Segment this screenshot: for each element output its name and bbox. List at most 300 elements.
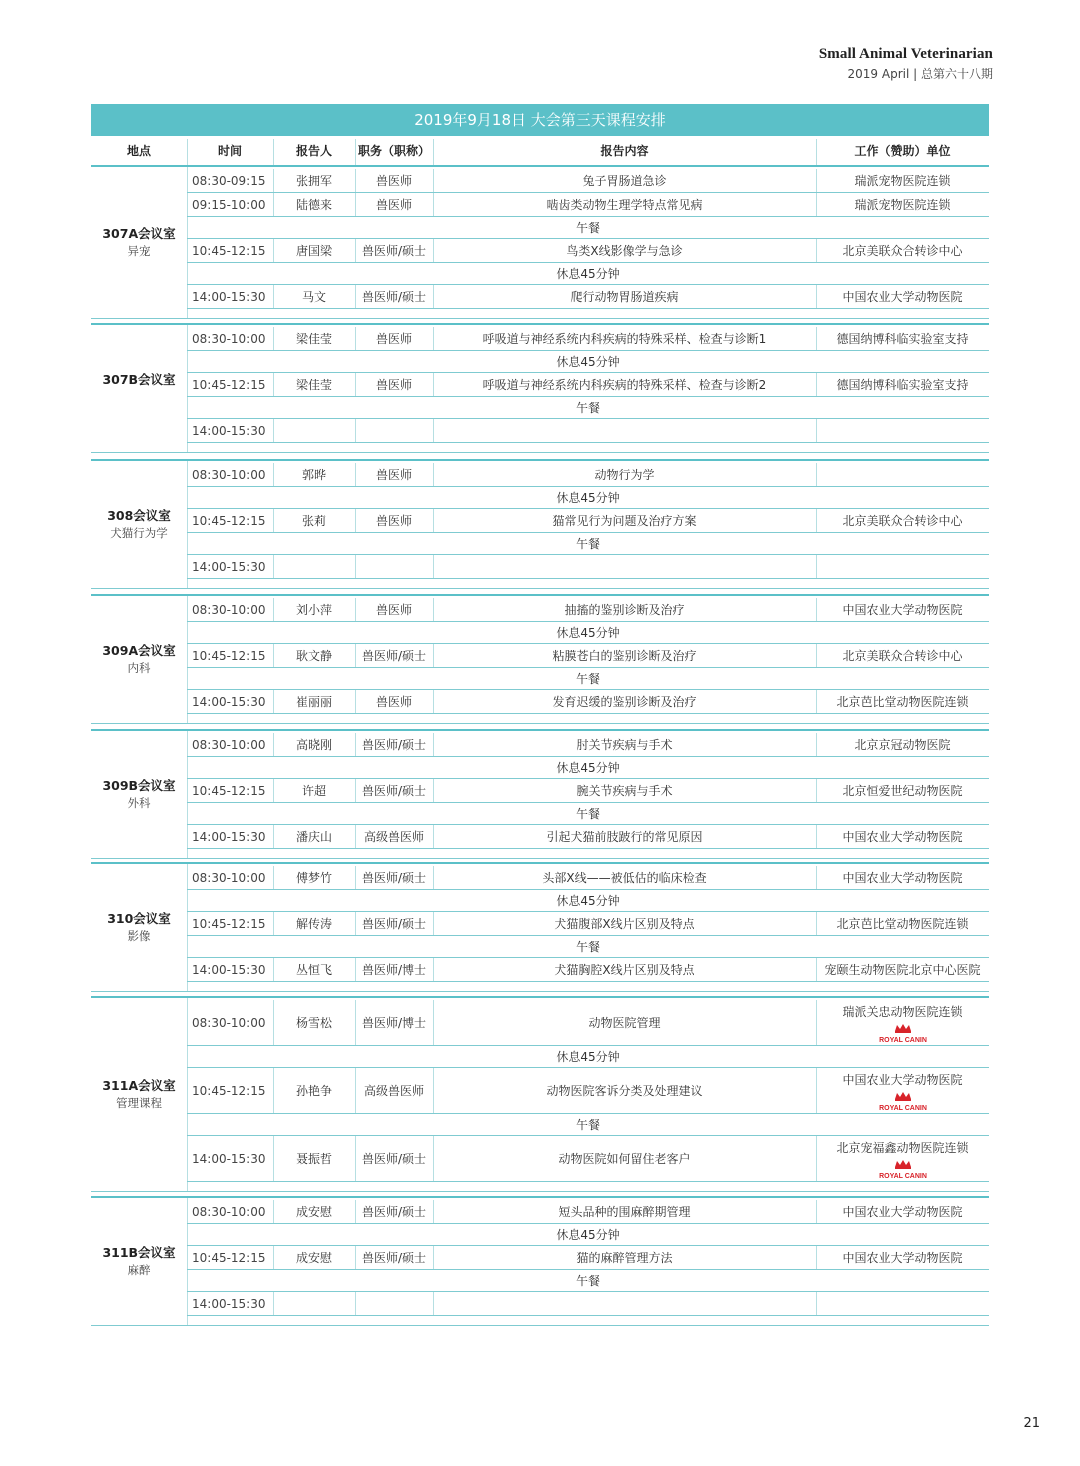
room-block-divider bbox=[91, 862, 989, 864]
cell-divider bbox=[433, 690, 434, 714]
organization-cell: 北京京冠动物医院 bbox=[854, 738, 951, 752]
cell-divider bbox=[816, 690, 817, 714]
room-name: 309A会议室 bbox=[102, 643, 176, 658]
room-block bbox=[91, 996, 989, 1192]
cell-divider bbox=[273, 463, 274, 487]
organization-cell: 北京美联众合转诊中心 bbox=[842, 514, 963, 528]
organization-cell: 北京美联众合转诊中心 bbox=[842, 649, 963, 663]
break-row bbox=[187, 1270, 989, 1292]
room-name: 307A会议室 bbox=[102, 226, 176, 241]
room-block-divider bbox=[91, 323, 989, 325]
position-cell: 兽医师/硕士 bbox=[361, 290, 427, 304]
topic-cell bbox=[433, 419, 816, 443]
time-cell: 08:30-10:00 bbox=[192, 468, 266, 482]
speaker-cell bbox=[273, 1292, 355, 1316]
room-block-divider bbox=[91, 996, 989, 998]
cell-divider bbox=[816, 419, 817, 443]
cell-divider bbox=[355, 1136, 356, 1182]
cell-divider bbox=[355, 169, 356, 193]
cell-divider bbox=[816, 866, 817, 890]
column-header-location: 地点 bbox=[126, 144, 151, 158]
room-subject: 管理课程 bbox=[116, 1096, 162, 1110]
break-row bbox=[187, 487, 989, 509]
session-row bbox=[187, 598, 989, 622]
session-row bbox=[187, 509, 989, 533]
position-cell: 兽医师 bbox=[375, 174, 412, 188]
time-cell: 14:00-15:30 bbox=[192, 424, 266, 438]
position-cell: 兽医师 bbox=[375, 198, 412, 212]
cell-divider bbox=[273, 1200, 274, 1224]
topic-cell: 兔子胃肠道急诊 bbox=[582, 174, 667, 188]
column-header-row bbox=[91, 137, 989, 165]
cell-divider bbox=[433, 327, 434, 351]
time-cell: 08:30-09:15 bbox=[192, 174, 266, 188]
time-cell: 10:45-12:15 bbox=[192, 917, 266, 931]
position-cell bbox=[355, 1292, 433, 1316]
topic-cell: 短头品种的围麻醉期管理 bbox=[558, 1205, 691, 1219]
cell-divider bbox=[355, 644, 356, 668]
cell-divider bbox=[355, 825, 356, 849]
time-cell: 10:45-12:15 bbox=[192, 1084, 266, 1098]
speaker-cell: 马文 bbox=[301, 290, 326, 304]
room-block bbox=[91, 862, 989, 992]
session-row bbox=[187, 1200, 989, 1224]
column-header-position: 职务（职称） bbox=[357, 144, 430, 158]
cell-divider bbox=[273, 1246, 274, 1270]
time-cell: 08:30-10:00 bbox=[192, 1205, 266, 1219]
cell-divider bbox=[355, 866, 356, 890]
cell-divider bbox=[433, 912, 434, 936]
time-cell: 10:45-12:15 bbox=[192, 514, 266, 528]
session-row bbox=[187, 733, 989, 757]
position-cell: 兽医师/硕士 bbox=[361, 244, 427, 258]
time-cell: 10:45-12:15 bbox=[192, 649, 266, 663]
speaker-cell: 耿文静 bbox=[295, 649, 332, 663]
column-divider bbox=[187, 139, 188, 165]
cell-divider bbox=[355, 1292, 356, 1316]
speaker-cell: 解传涛 bbox=[295, 917, 332, 931]
room-block bbox=[91, 594, 989, 724]
session-row bbox=[187, 193, 989, 217]
topic-cell: 粘膜苍白的鉴别诊断及治疗 bbox=[552, 649, 697, 663]
organization-cell: 德国纳博科临实验室支持 bbox=[836, 332, 969, 346]
break-label: 午餐 bbox=[575, 1118, 600, 1132]
break-row bbox=[187, 263, 989, 285]
room-block-divider bbox=[91, 459, 989, 461]
row-divider bbox=[187, 442, 989, 443]
break-row bbox=[187, 397, 989, 419]
break-label: 午餐 bbox=[575, 401, 600, 415]
session-row bbox=[187, 690, 989, 714]
svg-text:ROYAL CANIN: ROYAL CANIN bbox=[878, 1105, 927, 1112]
room-subject: 影像 bbox=[127, 929, 151, 943]
position-cell: 兽医师 bbox=[375, 603, 412, 617]
speaker-cell: 张拥军 bbox=[295, 174, 332, 188]
cell-divider bbox=[355, 193, 356, 217]
cell-divider bbox=[273, 598, 274, 622]
organization-cell bbox=[816, 419, 989, 443]
cell-divider bbox=[433, 825, 434, 849]
cell-divider bbox=[355, 555, 356, 579]
topic-cell: 发育迟缓的鉴别诊断及治疗 bbox=[552, 695, 697, 709]
room-block-divider bbox=[91, 1196, 989, 1198]
row-divider bbox=[187, 848, 989, 849]
cell-divider bbox=[816, 1068, 817, 1114]
time-cell: 14:00-15:30 bbox=[192, 830, 266, 844]
break-label: 午餐 bbox=[575, 940, 600, 954]
session-row bbox=[187, 285, 989, 309]
cell-divider bbox=[355, 912, 356, 936]
topic-cell: 动物行为学 bbox=[594, 468, 655, 482]
room-name: 311B会议室 bbox=[102, 1245, 176, 1260]
organization-cell bbox=[816, 463, 989, 487]
cell-divider bbox=[355, 1246, 356, 1270]
cell-divider bbox=[433, 169, 434, 193]
time-cell: 14:00-15:30 bbox=[192, 290, 266, 304]
room-block-bottom bbox=[91, 1191, 989, 1192]
position-cell: 兽医师/硕士 bbox=[361, 871, 427, 885]
cell-divider bbox=[355, 1068, 356, 1114]
session-row bbox=[187, 419, 989, 443]
session-row bbox=[187, 825, 989, 849]
room-label bbox=[91, 224, 187, 259]
speaker-cell: 丛恒飞 bbox=[295, 963, 332, 977]
royal-canin-logo bbox=[871, 1022, 935, 1044]
break-row bbox=[187, 217, 989, 239]
cell-divider bbox=[273, 912, 274, 936]
room-subject: 外科 bbox=[127, 796, 151, 810]
speaker-cell: 唐国梁 bbox=[295, 244, 332, 258]
cell-divider bbox=[273, 193, 274, 217]
cell-divider bbox=[433, 193, 434, 217]
room-block bbox=[91, 323, 989, 453]
speaker-cell: 杨雪松 bbox=[295, 1016, 332, 1030]
cell-divider bbox=[816, 1292, 817, 1316]
position-cell: 兽医师/硕士 bbox=[361, 1152, 427, 1166]
break-row bbox=[187, 351, 989, 373]
time-cell: 14:00-15:30 bbox=[192, 560, 266, 574]
cell-divider bbox=[433, 1200, 434, 1224]
row-divider bbox=[187, 1181, 989, 1182]
cell-divider bbox=[433, 1136, 434, 1182]
room-label bbox=[91, 776, 187, 811]
position-cell: 兽医师 bbox=[375, 378, 412, 392]
topic-cell: 犬猫胸腔X线片区别及特点 bbox=[554, 963, 695, 977]
organization-cell: 瑞派宠物医院连锁 bbox=[854, 198, 951, 212]
time-cell: 14:00-15:30 bbox=[192, 1297, 266, 1311]
topic-cell: 鸟类X线影像学与急诊 bbox=[566, 244, 683, 258]
cell-divider bbox=[273, 1000, 274, 1046]
cell-divider bbox=[273, 169, 274, 193]
topic-cell: 呼吸道与神经系统内科疾病的特殊采样、检查与诊断2 bbox=[482, 378, 767, 392]
column-divider bbox=[355, 139, 356, 165]
row-divider bbox=[187, 981, 989, 982]
speaker-cell: 张莉 bbox=[301, 514, 326, 528]
room-block-bottom bbox=[91, 1325, 989, 1326]
cell-divider bbox=[273, 1292, 274, 1316]
cell-divider bbox=[433, 285, 434, 309]
room-label bbox=[91, 1243, 187, 1278]
break-label: 午餐 bbox=[575, 1274, 600, 1288]
cell-divider bbox=[273, 373, 274, 397]
break-row bbox=[187, 1224, 989, 1246]
cell-divider bbox=[816, 285, 817, 309]
topic-cell: 引起犬猫前肢跛行的常见原因 bbox=[546, 830, 703, 844]
topic-cell: 腕关节疾病与手术 bbox=[576, 784, 673, 798]
session-row bbox=[187, 1000, 989, 1046]
time-cell: 14:00-15:30 bbox=[192, 695, 266, 709]
room-subject: 内科 bbox=[127, 661, 151, 675]
organization-cell bbox=[816, 1292, 989, 1316]
column-header-speaker: 报告人 bbox=[295, 144, 332, 158]
time-cell: 08:30-10:00 bbox=[192, 871, 266, 885]
speaker-cell: 刘小萍 bbox=[295, 603, 332, 617]
topic-cell: 动物医院管理 bbox=[588, 1016, 661, 1030]
svg-text:ROYAL CANIN: ROYAL CANIN bbox=[878, 1037, 927, 1044]
issue-number: 总第六十八期 bbox=[920, 67, 993, 81]
organization-cell: 中国农业大学动物医院 bbox=[842, 290, 963, 304]
organization-cell bbox=[816, 1068, 989, 1118]
cell-divider bbox=[273, 285, 274, 309]
speaker-cell: 梁佳莹 bbox=[295, 378, 332, 392]
room-block-bottom bbox=[91, 318, 989, 319]
break-row bbox=[187, 622, 989, 644]
cell-divider bbox=[273, 509, 274, 533]
room-label bbox=[91, 1076, 187, 1111]
room-name: 310会议室 bbox=[107, 911, 171, 926]
session-row bbox=[187, 555, 989, 579]
room-name: 308会议室 bbox=[107, 508, 171, 523]
break-row bbox=[187, 1046, 989, 1068]
cell-divider bbox=[816, 193, 817, 217]
session-row bbox=[187, 779, 989, 803]
time-cell: 09:15-10:00 bbox=[192, 198, 266, 212]
cell-divider bbox=[433, 779, 434, 803]
topic-cell: 猫常见行为问题及治疗方案 bbox=[552, 514, 697, 528]
topic-cell: 肘关节疾病与手术 bbox=[576, 738, 673, 752]
topic-cell: 动物医院如何留住老客户 bbox=[558, 1152, 691, 1166]
speaker-cell: 高晓刚 bbox=[295, 738, 332, 752]
session-row bbox=[187, 866, 989, 890]
cell-divider bbox=[355, 1200, 356, 1224]
issue-info bbox=[819, 65, 993, 82]
organization-cell: 瑞派宠物医院连锁 bbox=[854, 174, 951, 188]
column-divider bbox=[433, 139, 434, 165]
session-row bbox=[187, 373, 989, 397]
room-block-bottom bbox=[91, 723, 989, 724]
cell-divider bbox=[433, 1292, 434, 1316]
break-label: 休息45分钟 bbox=[556, 491, 620, 505]
speaker-cell bbox=[273, 555, 355, 579]
cell-divider bbox=[433, 509, 434, 533]
cell-divider bbox=[355, 239, 356, 263]
speaker-cell: 梁佳莹 bbox=[295, 332, 332, 346]
session-row bbox=[187, 958, 989, 982]
cell-divider bbox=[433, 866, 434, 890]
cell-divider bbox=[433, 598, 434, 622]
topic-cell: 动物医院客诉分类及处理建议 bbox=[546, 1084, 703, 1098]
break-label: 休息45分钟 bbox=[556, 355, 620, 369]
time-cell: 08:30-10:00 bbox=[192, 1016, 266, 1030]
issue-divider: | bbox=[913, 67, 921, 81]
break-row bbox=[187, 533, 989, 555]
column-header-topic: 报告内容 bbox=[600, 144, 649, 158]
organization-cell bbox=[816, 555, 989, 579]
room-block-divider bbox=[91, 729, 989, 731]
break-label: 午餐 bbox=[575, 672, 600, 686]
room-block bbox=[91, 1196, 989, 1326]
cell-divider bbox=[816, 1246, 817, 1270]
break-row bbox=[187, 757, 989, 779]
cell-divider bbox=[355, 779, 356, 803]
room-subject: 异宠 bbox=[127, 244, 151, 258]
topic-cell: 头部X线——被低估的临床检查 bbox=[542, 871, 707, 885]
session-row bbox=[187, 1136, 989, 1182]
session-row bbox=[187, 644, 989, 668]
time-cell: 10:45-12:15 bbox=[192, 1251, 266, 1265]
organization-cell: 中国农业大学动物医院 bbox=[842, 871, 963, 885]
cell-divider bbox=[355, 958, 356, 982]
position-cell: 高级兽医师 bbox=[363, 830, 424, 844]
topic-cell: 爬行动物胃肠道疾病 bbox=[570, 290, 679, 304]
position-cell: 兽医师 bbox=[375, 332, 412, 346]
position-cell: 兽医师/博士 bbox=[361, 1016, 427, 1030]
column-divider bbox=[273, 139, 274, 165]
cell-divider bbox=[433, 1246, 434, 1270]
room-subject: 麻醉 bbox=[127, 1263, 151, 1277]
cell-divider bbox=[433, 555, 434, 579]
organization-cell: 中国农业大学动物医院 bbox=[842, 1205, 963, 1219]
room-name: 309B会议室 bbox=[102, 778, 176, 793]
speaker-cell: 潘庆山 bbox=[295, 830, 332, 844]
room-block bbox=[91, 459, 989, 589]
room-block bbox=[91, 729, 989, 859]
speaker-cell: 聂振哲 bbox=[295, 1152, 332, 1166]
break-label: 休息45分钟 bbox=[556, 894, 620, 908]
cell-divider bbox=[816, 644, 817, 668]
column-header-organization: 工作（赞助）单位 bbox=[854, 144, 951, 158]
time-cell: 08:30-10:00 bbox=[192, 738, 266, 752]
cell-divider bbox=[355, 327, 356, 351]
cell-divider bbox=[355, 419, 356, 443]
time-cell: 10:45-12:15 bbox=[192, 784, 266, 798]
room-label bbox=[91, 370, 187, 388]
cell-divider bbox=[433, 958, 434, 982]
time-cell: 14:00-15:30 bbox=[192, 963, 266, 977]
cell-divider bbox=[273, 733, 274, 757]
cell-divider bbox=[433, 419, 434, 443]
svg-text:ROYAL CANIN: ROYAL CANIN bbox=[878, 1173, 927, 1180]
position-cell: 兽医师/硕士 bbox=[361, 784, 427, 798]
room-block-bottom bbox=[91, 858, 989, 859]
cell-divider bbox=[355, 463, 356, 487]
cell-divider bbox=[816, 1000, 817, 1046]
cell-divider bbox=[433, 644, 434, 668]
cell-divider bbox=[433, 733, 434, 757]
row-divider bbox=[187, 713, 989, 714]
cell-divider bbox=[355, 1000, 356, 1046]
row-divider bbox=[187, 1315, 989, 1316]
organization-name: 瑞派关忠动物医院连锁 bbox=[842, 1005, 963, 1019]
break-row bbox=[187, 668, 989, 690]
organization-cell bbox=[816, 1136, 989, 1186]
organization-cell: 中国农业大学动物医院 bbox=[842, 1251, 963, 1265]
organization-cell: 宠颐生动物医院北京中心医院 bbox=[824, 963, 981, 977]
speaker-cell: 成安慰 bbox=[295, 1205, 332, 1219]
cell-divider bbox=[816, 598, 817, 622]
room-label bbox=[91, 641, 187, 676]
page-number: 21 bbox=[1023, 1416, 1040, 1431]
speaker-cell: 傅梦竹 bbox=[295, 871, 332, 885]
row-divider bbox=[187, 308, 989, 309]
position-cell: 兽医师/硕士 bbox=[361, 917, 427, 931]
cell-divider bbox=[273, 958, 274, 982]
cell-divider bbox=[273, 644, 274, 668]
time-cell: 10:45-12:15 bbox=[192, 378, 266, 392]
position-cell: 兽医师 bbox=[375, 695, 412, 709]
schedule-title: 2019年9月18日 大会第三天课程安排 bbox=[91, 104, 989, 136]
topic-cell: 犬猫腹部X线片区别及特点 bbox=[554, 917, 695, 931]
cell-divider bbox=[816, 509, 817, 533]
session-row bbox=[187, 1068, 989, 1114]
organization-cell bbox=[816, 1000, 989, 1050]
break-label: 休息45分钟 bbox=[556, 267, 620, 281]
room-block-divider bbox=[91, 594, 989, 596]
organization-cell: 中国农业大学动物医院 bbox=[842, 830, 963, 844]
magazine-title: Small Animal Veterinarian bbox=[818, 46, 993, 62]
speaker-cell: 许超 bbox=[301, 784, 326, 798]
break-label: 午餐 bbox=[575, 221, 600, 235]
cell-divider bbox=[816, 825, 817, 849]
cell-divider bbox=[816, 779, 817, 803]
break-label: 休息45分钟 bbox=[556, 1228, 620, 1242]
topic-cell bbox=[433, 1292, 816, 1316]
masthead bbox=[819, 46, 993, 82]
room-block-bottom bbox=[91, 991, 989, 992]
break-label: 休息45分钟 bbox=[556, 761, 620, 775]
topic-cell: 猫的麻醉管理方法 bbox=[576, 1251, 673, 1265]
organization-cell: 中国农业大学动物医院 bbox=[842, 603, 963, 617]
time-cell: 14:00-15:30 bbox=[192, 1152, 266, 1166]
cell-divider bbox=[273, 555, 274, 579]
time-cell: 08:30-10:00 bbox=[192, 332, 266, 346]
room-block-divider bbox=[91, 165, 989, 167]
cell-divider bbox=[273, 327, 274, 351]
cell-divider bbox=[273, 866, 274, 890]
break-row bbox=[187, 1114, 989, 1136]
organization-cell: 北京芭比堂动物医院连锁 bbox=[836, 917, 969, 931]
royal-canin-logo bbox=[871, 1090, 935, 1112]
break-row bbox=[187, 803, 989, 825]
position-cell: 兽医师/博士 bbox=[361, 963, 427, 977]
organization-cell: 北京芭比堂动物医院连锁 bbox=[836, 695, 969, 709]
break-label: 午餐 bbox=[575, 807, 600, 821]
cell-divider bbox=[273, 239, 274, 263]
row-divider bbox=[187, 578, 989, 579]
cell-divider bbox=[355, 733, 356, 757]
cell-divider bbox=[433, 1000, 434, 1046]
room-label bbox=[91, 506, 187, 541]
cell-divider bbox=[355, 373, 356, 397]
cell-divider bbox=[273, 1136, 274, 1182]
session-row bbox=[187, 1292, 989, 1316]
speaker-cell: 孙艳争 bbox=[295, 1084, 332, 1098]
time-cell: 10:45-12:15 bbox=[192, 244, 266, 258]
session-row bbox=[187, 239, 989, 263]
position-cell: 兽医师/硕士 bbox=[361, 738, 427, 752]
organization-name: 中国农业大学动物医院 bbox=[842, 1073, 963, 1087]
room-name: 307B会议室 bbox=[102, 372, 176, 387]
